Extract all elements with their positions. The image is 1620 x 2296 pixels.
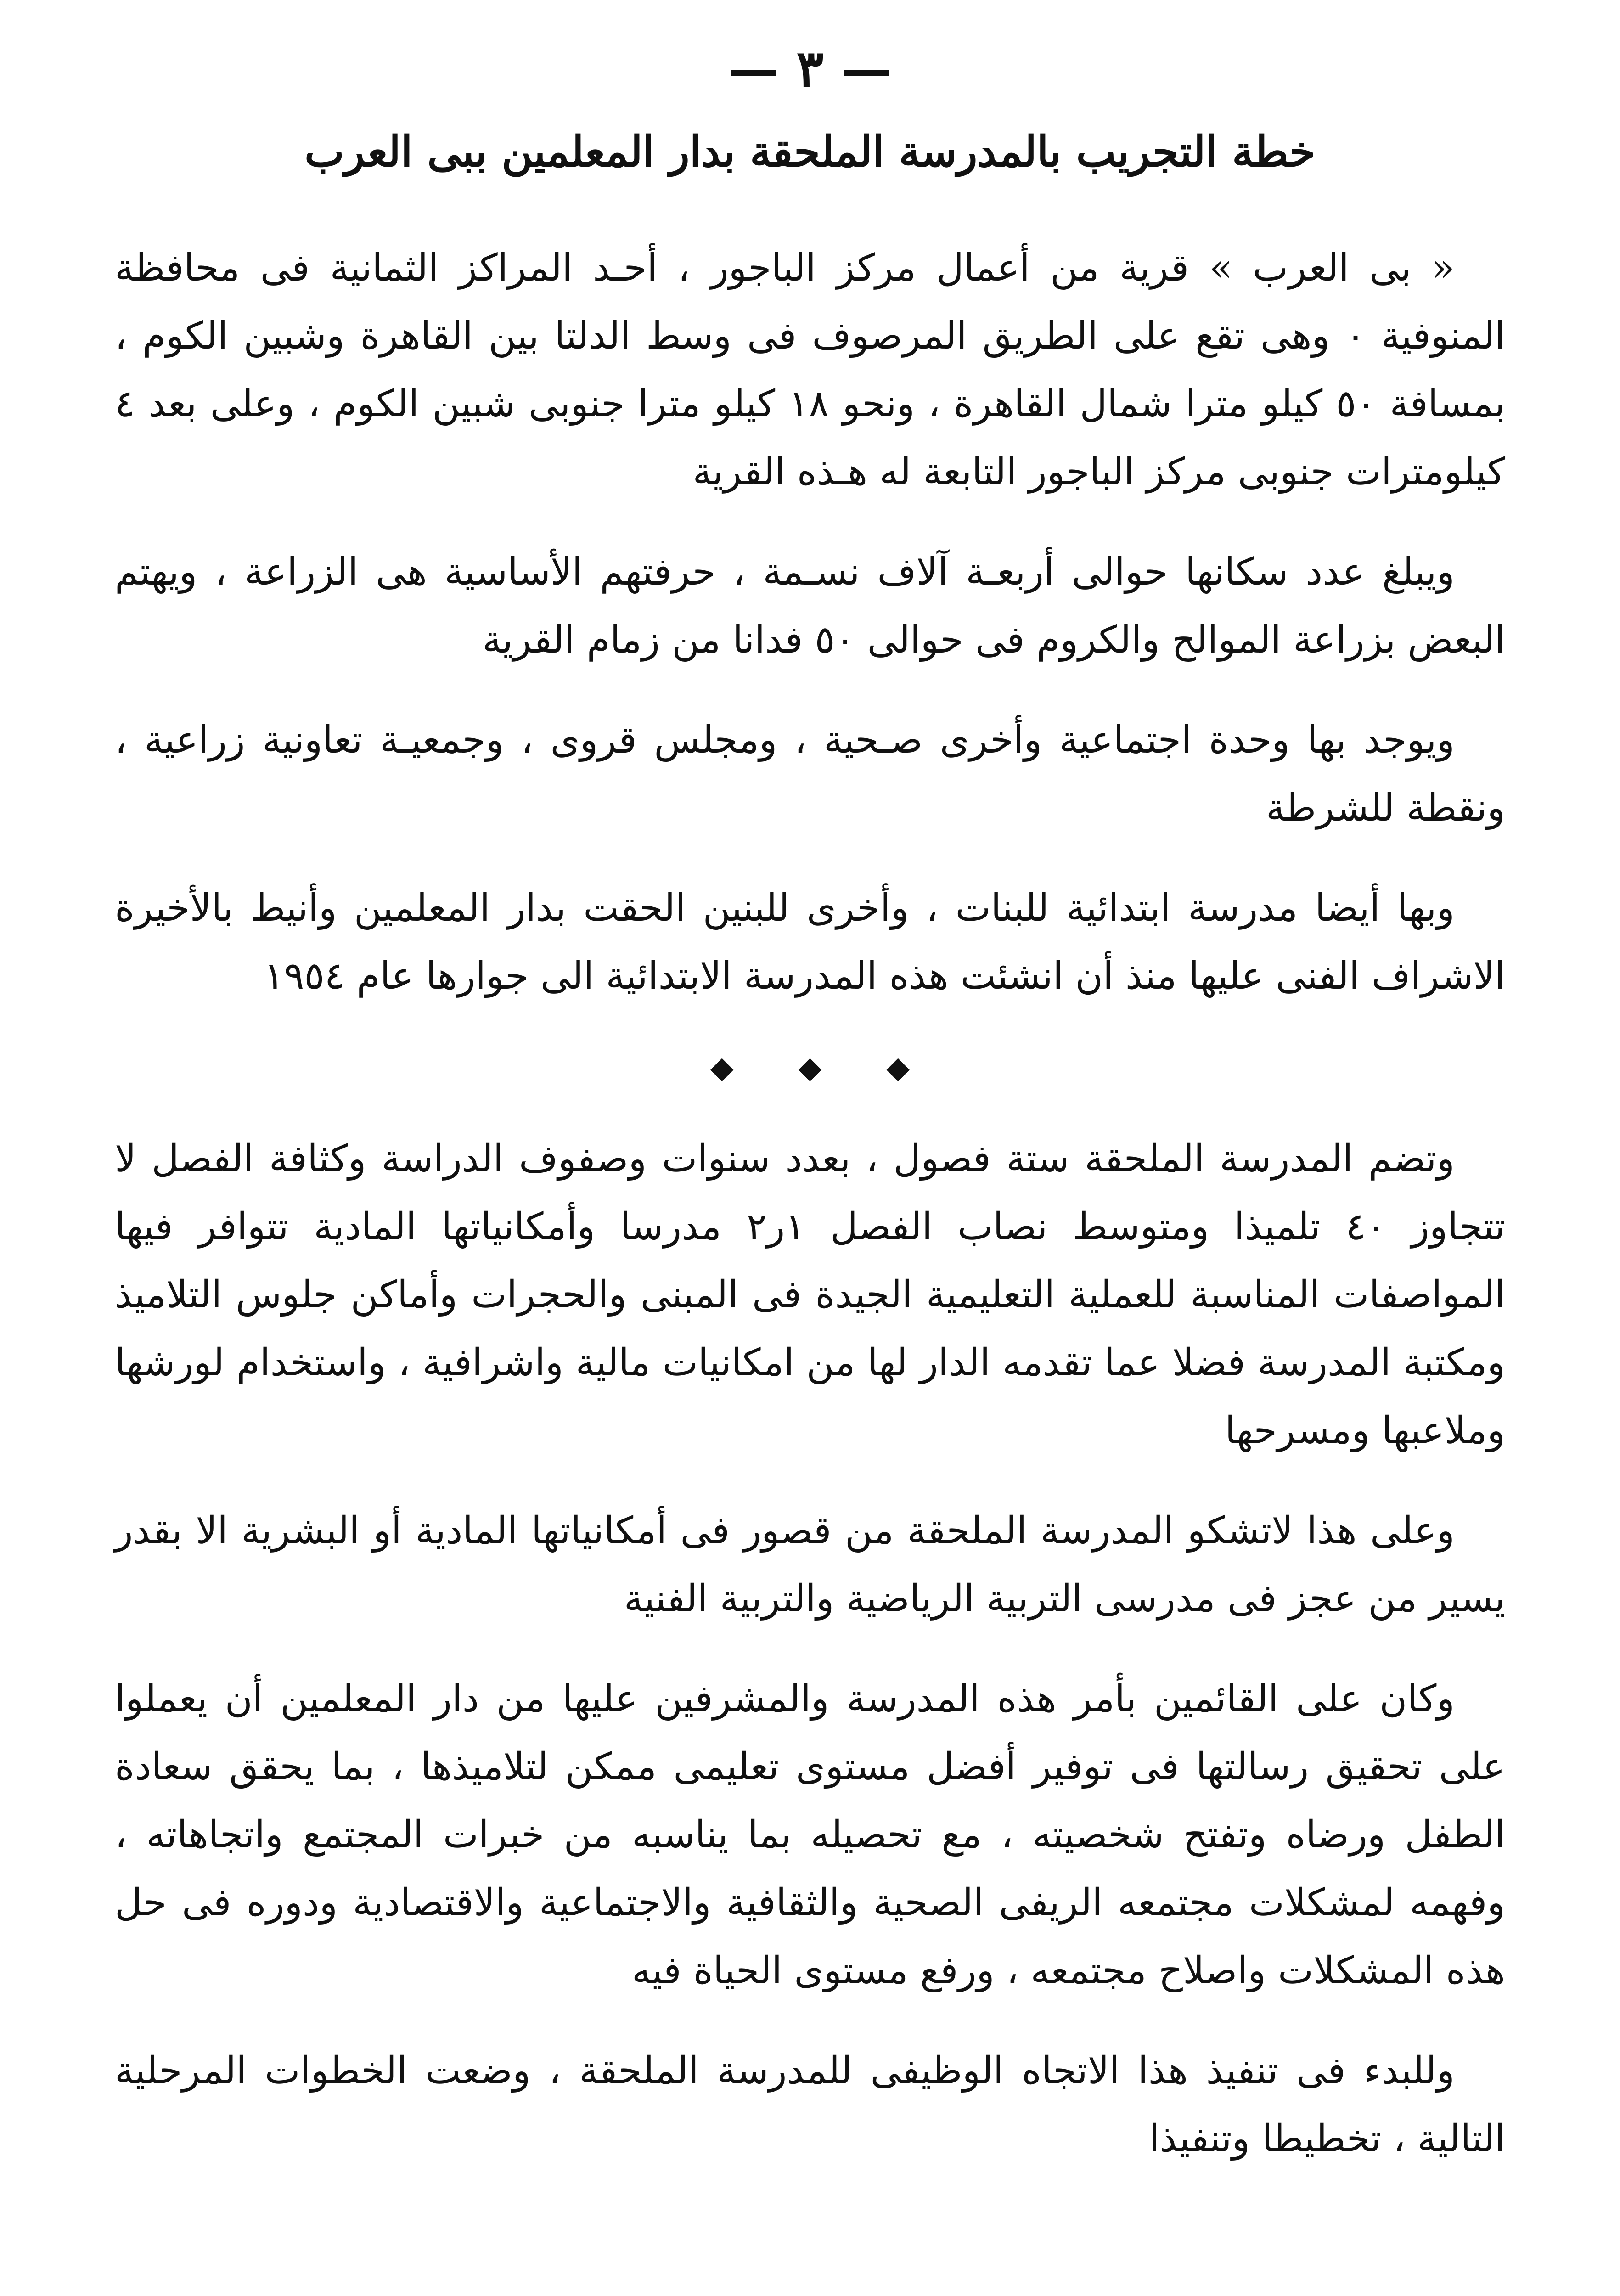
paragraph-next-steps: وللبدء فى تنفيذ هذا الاتجاه الوظيفى للمدرسة الملحقة ، وضعت الخطوات المرحلية التالية ، تخطيطا وتنفيذا xyxy=(115,2049,1505,2161)
section-divider: ◆ ◆ ◆ xyxy=(710,1050,938,1085)
paragraph-village-location: « بى العرب » قرية من أعمال مركز الباجور ، أحـد المراكز الثمانية فى محافظة المنوفية ٠ وهى تقع على الطريق المرصوف فى وسط الدلتا بين القاهرة وشبين الكوم ، بمسافة ٥٠ كيلو مترا شمال القاهرة ، ونحو ١٨ كيلو مترا جنوبى شبين الكوم ، وعلى بعد ٤ كيلومترات جنوبى مركز الباجور التابعة له هـذه القرية xyxy=(115,246,1505,494)
page-number-top: — ٣ — xyxy=(728,39,892,98)
paragraph-schools: وبها أيضا مدرسة ابتدائية للبنات ، وأخرى للبنين الحقت بدار المعلمين وأنيط بالأخيرة الاشراف الفنى عليها منذ أن انشئت هذه المدرسة الابتدائية الى جوارها عام ١٩٥٤ xyxy=(115,886,1505,998)
paragraph-services: ويوجد بها وحدة اجتماعية وأخرى صـحية ، ومجلس قروى ، وجمعيـة تعاونية زراعية ، ونقطة للشرطة xyxy=(115,718,1505,830)
paragraph-population: ويبلغ عدد سكانها حوالى أربعـة آلاف نسـمة ، حرفتهم الأساسية هى الزراعة ، ويهتم البعض بزراعة الموالح والكروم فى حوالى ٥٠ فدانا من زمام القرية xyxy=(115,550,1505,662)
paragraph-shortcomings: وعلى هذا لاتشكو المدرسة الملحقة من قصور فى أمكانياتها المادية أو البشرية الا بقدر يسير من عجز فى مدرسى التربية الرياضية والتربية الفنية xyxy=(115,1509,1505,1621)
paragraph-mission: وكان على القائمين بأمر هذه المدرسة والمشرفين عليها من دار المعلمين أن يعملوا على تحقيق رسالتها فى توفير أفضل مستوى تعليمى ممكن لتلاميذها ، بما يحقق سعادة الطفل ورضاه وتفتح شخصيته ، مع تحصيله بما يناسبه من خبرات المجتمع واتجاهاته ، وفهمه لمشكلات مجتمعه الريفى الصحية والثقافية والاجتماعية والاقتصادية ودوره فى حل هذه المشكلات واصلاح مجتمعه ، ورفع مستوى الحياة فيه xyxy=(115,1677,1505,1992)
paragraph-school-capacity: وتضم المدرسة الملحقة ستة فصول ، بعدد سنوات وصفوف الدراسة وكثافة الفصل لا تتجاوز ٤٠ تلميذا ومتوسط نصاب الفصل ١ر٢ مدرسا وأمكانياتها المادية تتوافر فيها المواصفات المناسبة للعملية التعليمية الجيدة فى المبنى والحجرات وأماكن جلوس التلاميذ ومكتبة المدرسة فضلا عما تقدمه الدار لها من امكانيات مالية واشرافية ، واستخدام لورشها وملاعبها ومسرحها xyxy=(115,1137,1505,1452)
chapter-title: خطة التجريب بالمدرسة الملحقة بدار المعلمين ببى العرب xyxy=(304,127,1316,176)
